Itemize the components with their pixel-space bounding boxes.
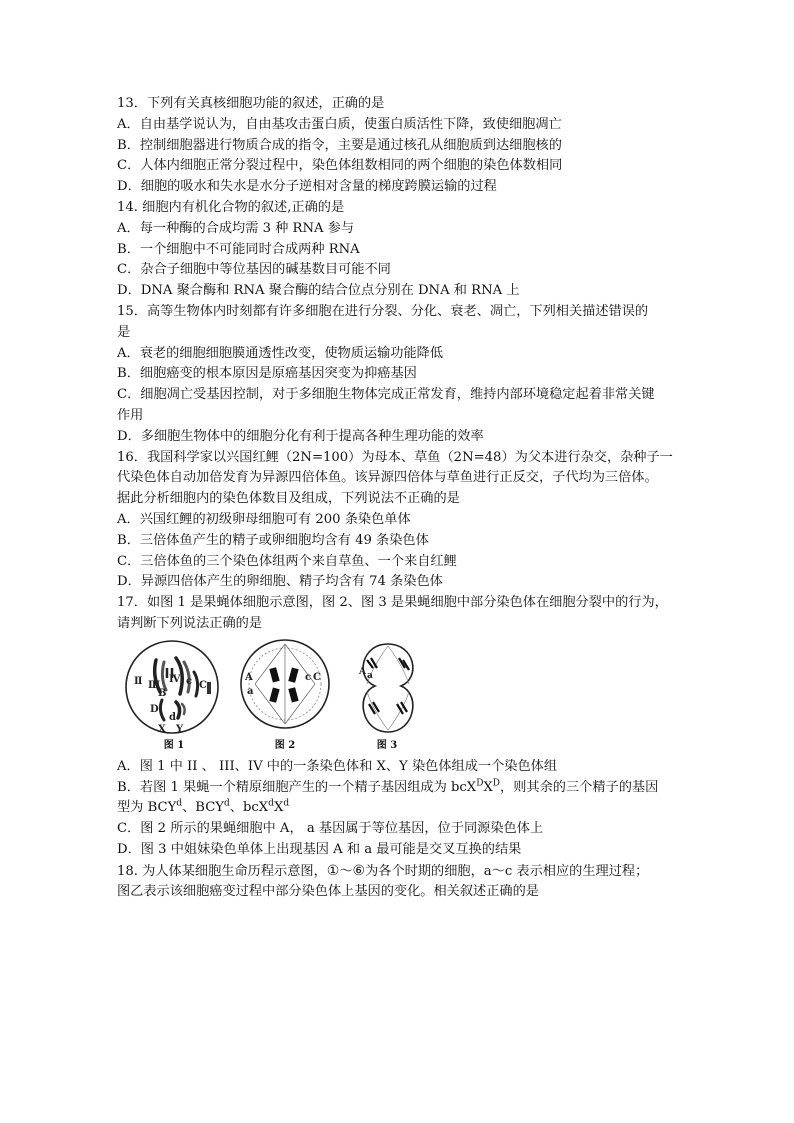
q15-option-b: B．细胞癌变的根本原因是原癌基因突变为抑癌基因 (117, 366, 417, 382)
q16-option-d: D．异源四倍体产生的卵细胞、精子均含有 74 条染色体 (117, 574, 443, 590)
fig1-label-iv: Ⅳ (169, 673, 181, 685)
q15-option-a: A．衰老的细胞细胞膜通透性改变，使物质运输功能降低 (117, 345, 444, 361)
fig1-label-y: Y (176, 723, 184, 735)
q17-option-d: D．图 3 中姐妹染色单体上出现基因 A 和 a 最可能是交叉互换的结果 (117, 841, 522, 857)
q16-stem-line3: 据此分析细胞内的染色体数目及组成，下列说法不正确的是 (117, 491, 460, 507)
fig1-cell-diagram (120, 638, 224, 736)
q17-figures (117, 638, 697, 753)
fig1-label-c-upper: C (199, 679, 207, 691)
fig3-caption: 图 3 (376, 739, 398, 751)
q16-stem-line2: 代染色体自动加倍发育为异源四倍体鱼。该异源四倍体与草鱼进行正反交，子代均为三倍体。 (117, 470, 658, 486)
fig1-label-x: X (158, 723, 166, 735)
fig1-label-d-upper: D (150, 703, 159, 715)
fig2-cell-diagram (237, 638, 333, 736)
q14-stem: 14. 细胞内有机化合物的叙述,正确的是 (117, 199, 345, 215)
q16-option-a: A．兴国红鲤的初级卵母细胞可有 200 条染色单体 (117, 511, 411, 527)
fig2-label-c-lower: c (305, 671, 312, 683)
q14-option-d: D．DNA 聚合酶和 RNA 聚合酶的结合位点分别在 DNA 和 RNA 上 (117, 283, 520, 299)
q15-option-c-line1: C．细胞凋亡受基因控制，对于多细胞生物体完成正常发育，维持内部环境稳定起着非常关键 (117, 387, 655, 403)
fig2-label-c-upper: C (313, 671, 321, 683)
q13-option-a: A．自由基学说认为，自由基攻击蛋白质，使蛋白质活性下降，致使细胞凋亡 (117, 116, 562, 132)
circled-number-1: ① (326, 862, 340, 879)
q16-stem-line1: 16．我国科学家以兴国红鲤（2N=100）为母本、草鱼（2N=48）为父本进行杂交，杂种子一 (117, 449, 673, 465)
q17-option-b-line1: B．若图 1 果蝇一个精原细胞产生的一个精子基因组成为 $bcX^DX^D$，则其余的三个精子的基因 (117, 778, 659, 795)
fig1-label-iii: Ⅲ (148, 679, 161, 691)
fig2-label-a-upper: A (245, 671, 253, 683)
q17-stem-line1: 17．如图 1 是果蝇体细胞示意图，图 2、图 3 是果蝇细胞中部分染色体在细胞分裂中的行为， (117, 595, 668, 611)
q15-option-c-line2: 作用 (117, 407, 144, 423)
q14-option-b: B．一个细胞中不可能同时合成两种 RNA (117, 241, 360, 257)
fig1-label-ii: Ⅱ (134, 675, 143, 687)
q17-option-a: A．图 1 中 II 、 III、IV 中的一条染色体和 X、Y 染色体组成一个染色体组 (117, 758, 558, 774)
q13-option-d: D．细胞的吸水和失水是水分子逆相对含量的梯度跨膜运输的过程 (117, 179, 497, 195)
fig1-label-d-lower: d (169, 711, 176, 723)
fig1-caption: 图 1 (163, 739, 185, 751)
q14-option-c: C．杂合子细胞中等位基因的碱基数目可能不同 (117, 262, 391, 278)
q17-option-c: C．图 2 所示的果蝇细胞中 A， a 基因属于等位基因，位于同源染色体上 (117, 821, 544, 837)
q18-stem-line2: 图乙表示该细胞癌变过程中部分染色体上基因的变化。相关叙述正确的是 (117, 883, 539, 899)
q15-stem-line2: 是 (117, 324, 131, 340)
q13-option-c: C．人体内细胞正常分裂过程中，染色体组数相同的两个细胞的染色体数相同 (117, 158, 563, 174)
fig2-label-a-lower: a (247, 685, 254, 697)
fig1-label-c-lower: c (186, 675, 193, 687)
fig1-label-b-upper: B (158, 687, 167, 699)
q17-stem-line2: 请判断下列说法正确的是 (117, 615, 263, 631)
q15-option-d: D．多细胞生物体中的细胞分化有利于提高各种生理功能的效率 (117, 428, 484, 444)
exam-content (117, 94, 697, 902)
fig2-caption: 图 2 (274, 739, 296, 751)
q13-option-b: B．控制细胞器进行物质合成的指令，主要是通过核孔从细胞质到达细胞核的 (117, 137, 562, 153)
q17-option-b-line2: 型为 BCY$^d$、BCY$^d$、$bcX^dX^d$ (117, 798, 290, 816)
q18-stem-line1: 18. 为人体某细胞生命历程示意图，①～⑥为各个时期的细胞，a～c 表示相应的生理过程； (117, 862, 649, 879)
q13-stem: 13．下列有关真核细胞功能的叙述，正确的是 (117, 96, 385, 111)
q14-option-a: A．每一种酶的合成均需 3 种 RNA 参与 (117, 220, 355, 236)
q16-option-b: B．三倍体鱼产生的精子或卵细胞均含有 49 条染色体 (117, 532, 429, 548)
q16-option-c: C．三倍体鱼的三个染色体组两个来自草鱼、一个来自红鲤 (117, 553, 457, 569)
circled-number-6: ⑥ (352, 862, 366, 879)
fig3-cell-diagram (353, 638, 423, 736)
q15-stem-line1: 15．高等生物体内时刻都有许多细胞在进行分裂、分化、衰老、凋亡，下列相关描述错误的 (117, 303, 649, 319)
fig3-label-a-lower: a (367, 670, 373, 681)
fig3-label-a-upper: A (359, 666, 366, 677)
